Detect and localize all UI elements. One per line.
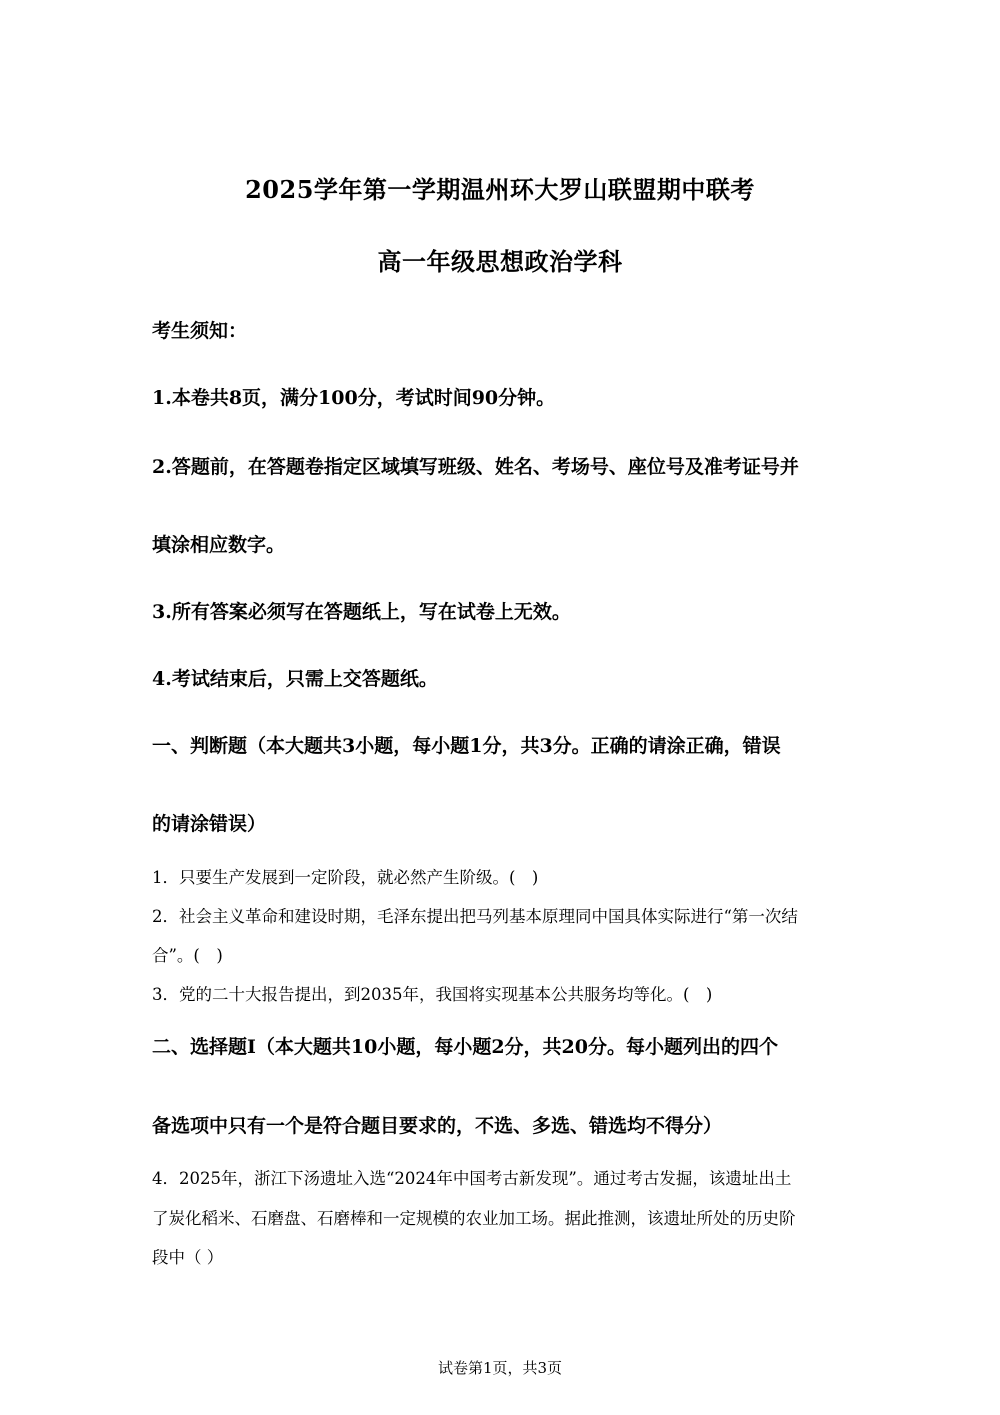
notice-item-2-line-2: 填涂相应数字。 bbox=[152, 534, 286, 556]
exam-title: 2025学年第一学期温州环大罗山联盟期中联考 bbox=[245, 175, 755, 204]
notice-item-3: 3.所有答案必须写在答题纸上，写在试卷上无效。 bbox=[152, 601, 571, 623]
question-4-line-3: 段中（ ） bbox=[152, 1248, 224, 1267]
question-4-line-2: 了炭化稻米、石磨盘、石磨棒和一定规模的农业加工场。据此推测，该遗址所处的历史阶 bbox=[152, 1209, 796, 1228]
section-1-heading-line-2: 的请涂错误） bbox=[152, 813, 267, 835]
notice-heading: 考生须知： bbox=[152, 320, 248, 342]
section-2-heading-line-1: 二、选择题Ⅰ（本大题共10小题，每小题2分，共20分。每小题列出的四个 bbox=[152, 1036, 778, 1058]
question-3: 3．党的二十大报告提出，到2035年，我国将实现基本公共服务均等化。( ) bbox=[152, 985, 713, 1004]
notice-item-2-line-1: 2.答题前，在答题卷指定区域填写班级、姓名、考场号、座位号及准考证号并 bbox=[152, 456, 799, 478]
question-1: 1．只要生产发展到一定阶段，就必然产生阶级。( ) bbox=[152, 868, 539, 887]
question-2-line-1: 2．社会主义革命和建设时期，毛泽东提出把马列基本原理同中国具体实际进行“第一次结 bbox=[152, 907, 798, 926]
section-2-heading-line-2: 备选项中只有一个是符合题目要求的，不选、多选、错选均不得分） bbox=[152, 1115, 723, 1137]
page-footer: 试卷第1页，共3页 bbox=[437, 1359, 563, 1377]
section-1-heading-line-1: 一、判断题（本大题共3小题，每小题1分，共3分。正确的请涂正确，错误 bbox=[152, 735, 781, 757]
question-4-line-1: 4．2025年，浙江下汤遗址入选“2024年中国考古新发现”。通过考古发掘，该遗址出土 bbox=[152, 1169, 792, 1188]
question-2-line-2: 合”。( ) bbox=[152, 946, 223, 965]
exam-subtitle: 高一年级思想政治学科 bbox=[377, 247, 623, 276]
notice-item-4: 4.考试结束后，只需上交答题纸。 bbox=[152, 668, 438, 690]
notice-item-1: 1.本卷共8页，满分100分，考试时间90分钟。 bbox=[152, 387, 556, 409]
